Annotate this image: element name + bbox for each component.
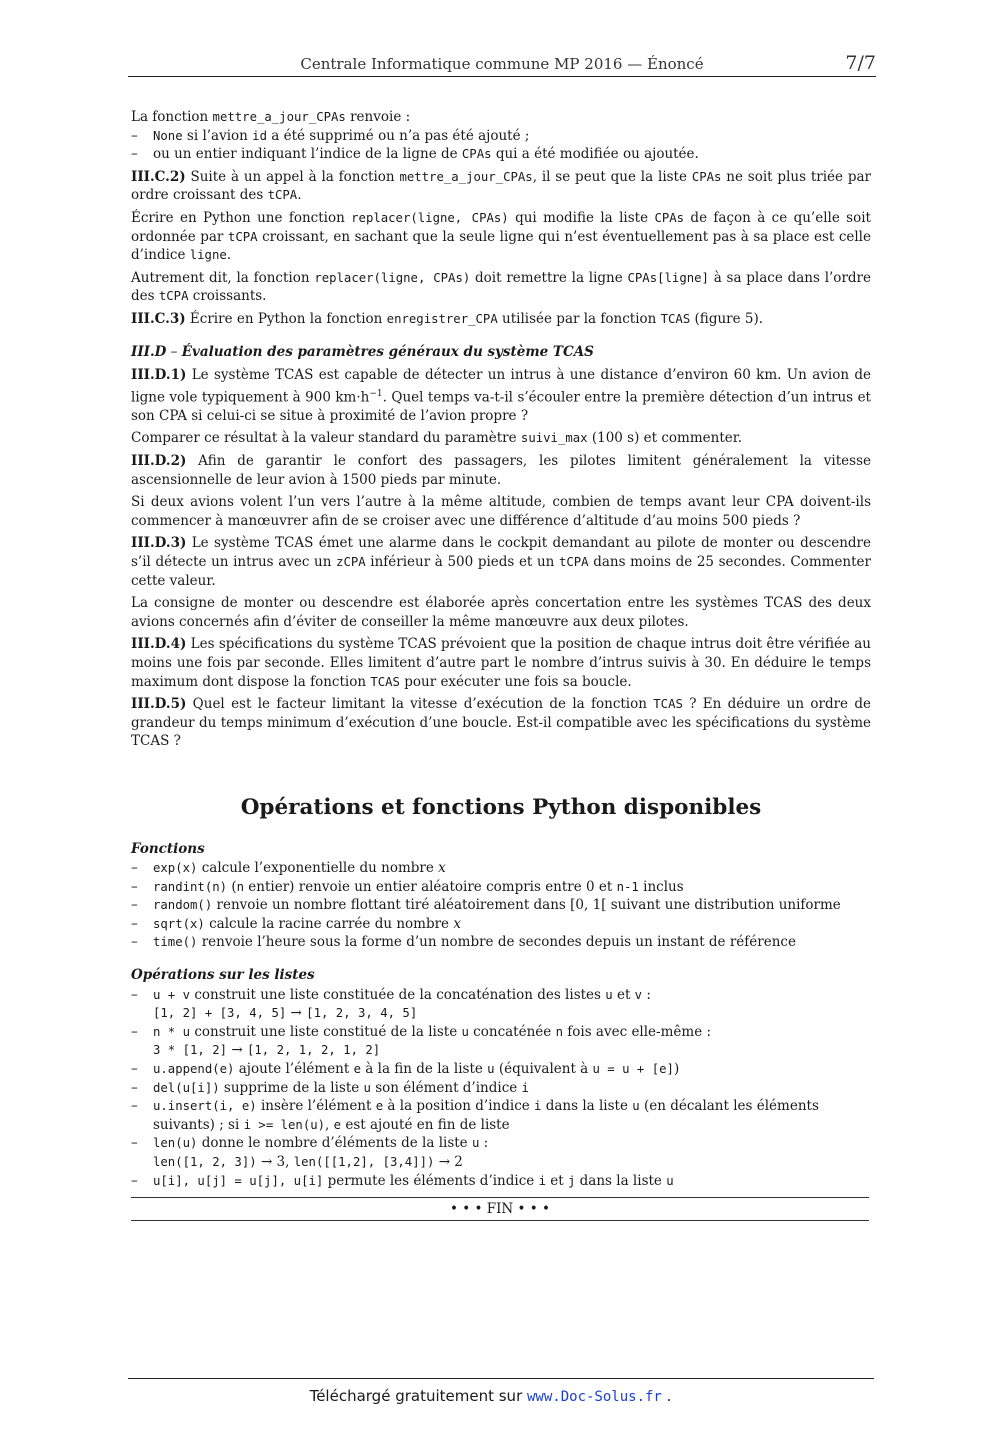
list-item: – n * u construit une liste constitué de la liste u concaténée n fois avec elle-même : 3 * [1, 2] → [1, 2, 1, 2, 1, 2]: [131, 1023, 712, 1059]
list-operations: [131, 986, 871, 1191]
question-d5: III.D.5) Quel est le facteur limitant la vitesse d’exécution de la fonction TCAS ? En déduire un ordre de grandeur du temps minimum d’exécution d’une boucle. Est-il compatible avec les spécifications du système TCAS ?: [131, 696, 871, 750]
functions-list: [131, 859, 871, 952]
paragraph: Autrement dit, la fonction replacer(ligne, CPAs) doit remettre la ligne CPAs[ligne] à sa place dans l’ordre des tCPA croissants.: [131, 269, 871, 305]
question-label: III.D.5): [131, 696, 187, 713]
returns-list: [131, 127, 871, 164]
list-item: – ou un entier indiquant l’indice de la ligne de CPAs qui a été modifiée ou ajoutée.: [131, 146, 699, 163]
paragraph: La consigne de monter ou descendre est élaborée après concertation entre les systèmes TCAS des deux avions concernés afin d’éviter de conseiller la même manœuvre aux deux pilotes.: [131, 595, 871, 630]
list-item: – del(u[i]) supprime de la liste u son élément d’indice i: [131, 1079, 529, 1096]
section-heading: III.D – Évaluation des paramètres généraux du système TCAS: [131, 343, 594, 360]
header-title: Centrale Informatique commune MP 2016 — Énoncé: [300, 55, 704, 73]
list-item: – time() renvoie l’heure sous la forme d’un nombre de secondes depuis un instant de référence: [131, 934, 796, 951]
list-item: – exp(x) calcule l’exponentielle du nombre x: [131, 860, 446, 877]
footer: Téléchargé gratuitement sur www.Doc-Solus.fr .: [309, 1387, 672, 1405]
question-label: III.C.3): [131, 310, 186, 327]
list-item: – len(u) donne le nombre d’éléments de la liste u : len([1, 2, 3]) → 3, len([[1,2], [3,4]]) → 2: [131, 1135, 489, 1170]
main-content: [131, 108, 871, 1194]
question-c3: III.C.3) Écrire en Python la fonction enregistrer_CPA utilisée par la fonction TCAS (figure 5).: [131, 310, 764, 327]
question-label: III.D.4): [131, 636, 187, 653]
question-label: III.C.2): [131, 168, 186, 185]
page-header: [128, 52, 876, 77]
list-item: – u.append(e) ajoute l’élément e à la fin de la liste u (équivalent à u = u + [e]): [131, 1061, 680, 1078]
list-item: – u.insert(i, e) insère l’élément e à la position d’indice i dans la liste u (en décalant les éléments suivants) ; si i >= len(u), e est ajouté en fin de liste: [131, 1098, 819, 1133]
lists-heading: Opérations sur les listes: [131, 967, 315, 984]
paragraph: Écrire en Python une fonction replacer(ligne, CPAs) qui modifie la liste CPAs de façon à ce qu’elle soit ordonnée par tCPA croissant, en sachant que la seule ligne qui n’est éventuellement pas à sa place est celle d’indice ligne.: [131, 209, 871, 264]
end-marker: • • • FIN • • •: [131, 1197, 869, 1221]
question-d2: III.D.2) Afin de garantir le confort des passagers, les pilotes limitent généralement la vitesse ascensionnelle de leur avion à 1500 pieds par minute.: [131, 453, 871, 488]
question-d4: III.D.4) Les spécifications du système TCAS prévoient que la position de chaque intrus doit être vérifiée au moins une fois par seconde. Elles limitent d’autre part le nombre d’intrus suivis à 30. En déduire le temps maximum dont dispose la fonction TCAS pour exécuter une fois sa boucle.: [131, 636, 871, 690]
question-d1: III.D.1) Le système TCAS est capable de détecter un intrus à une distance d’environ 60 km. Un avion de ligne vole typiquement à 900 $km\cdot h^{-1}$. Quel temps va-t-il s’écouler entre la première détection d’un intrus et son CPA si celui-ci se situe à proximité de l’avion propre ?: [131, 367, 871, 424]
paragraph: Comparer ce résultat à la valeur standard du paramètre suivi_max (100 s) et commenter.: [131, 430, 743, 447]
list-item: – u + v construit une liste constituée de la concaténation des listes u et v : [1, 2] + [3, 4, 5] → [1, 2, 3, 4, 5]: [131, 986, 651, 1022]
question-d3: III.D.3) Le système TCAS émet une alarme dans le cockpit demandant au pilote de monter ou descendre s’il détecte un intrus avec un zCPA inférieur à 500 pieds et un tCPA dans moins de 25 secondes. Commenter cette valeur.: [131, 535, 871, 589]
functions-heading: Fonctions: [131, 840, 205, 857]
question-label: III.D.1): [131, 367, 187, 384]
question-c2: III.C.2) Suite à un appel à la fonction mettre_a_jour_CPAs, il se peut que la liste CPAs ne soit plus triée par ordre croissant des tCPA.: [131, 168, 871, 204]
page-number: 7/7: [845, 52, 876, 74]
returns-intro: La fonction mettre_a_jour_CPAs renvoie :: [131, 109, 411, 125]
list-item: – sqrt(x) calcule la racine carrée du nombre x: [131, 915, 461, 932]
list-item: – randint(n) (n entier) renvoie un entier aléatoire compris entre 0 et n-1 inclus: [131, 878, 684, 895]
question-label: III.D.3): [131, 535, 187, 552]
footer-rule: [128, 1378, 874, 1379]
list-item: – random() renvoie un nombre flottant tiré aléatoirement dans [0, 1[ suivant une distribution uniforme: [131, 897, 841, 914]
list-item: – None si l’avion id a été supprimé ou n’a pas été ajouté ;: [131, 127, 530, 144]
question-label: III.D.2): [131, 453, 187, 469]
python-section-title: Opérations et fonctions Python disponibles: [240, 794, 762, 820]
doc-solus-link[interactable]: www.Doc-Solus.fr: [527, 1389, 662, 1405]
paragraph: Si deux avions volent l’un vers l’autre à la même altitude, combien de temps avant leur CPA doivent-ils commencer à manœuvrer afin de se croiser avec une différence d’altitude d’au moins 500 pieds ?: [131, 494, 871, 529]
footer-text: Téléchargé gratuitement sur: [309, 1387, 527, 1405]
list-item: – u[i], u[j] = u[j], u[i] permute les éléments d’indice i et j dans la liste u: [131, 1172, 674, 1189]
